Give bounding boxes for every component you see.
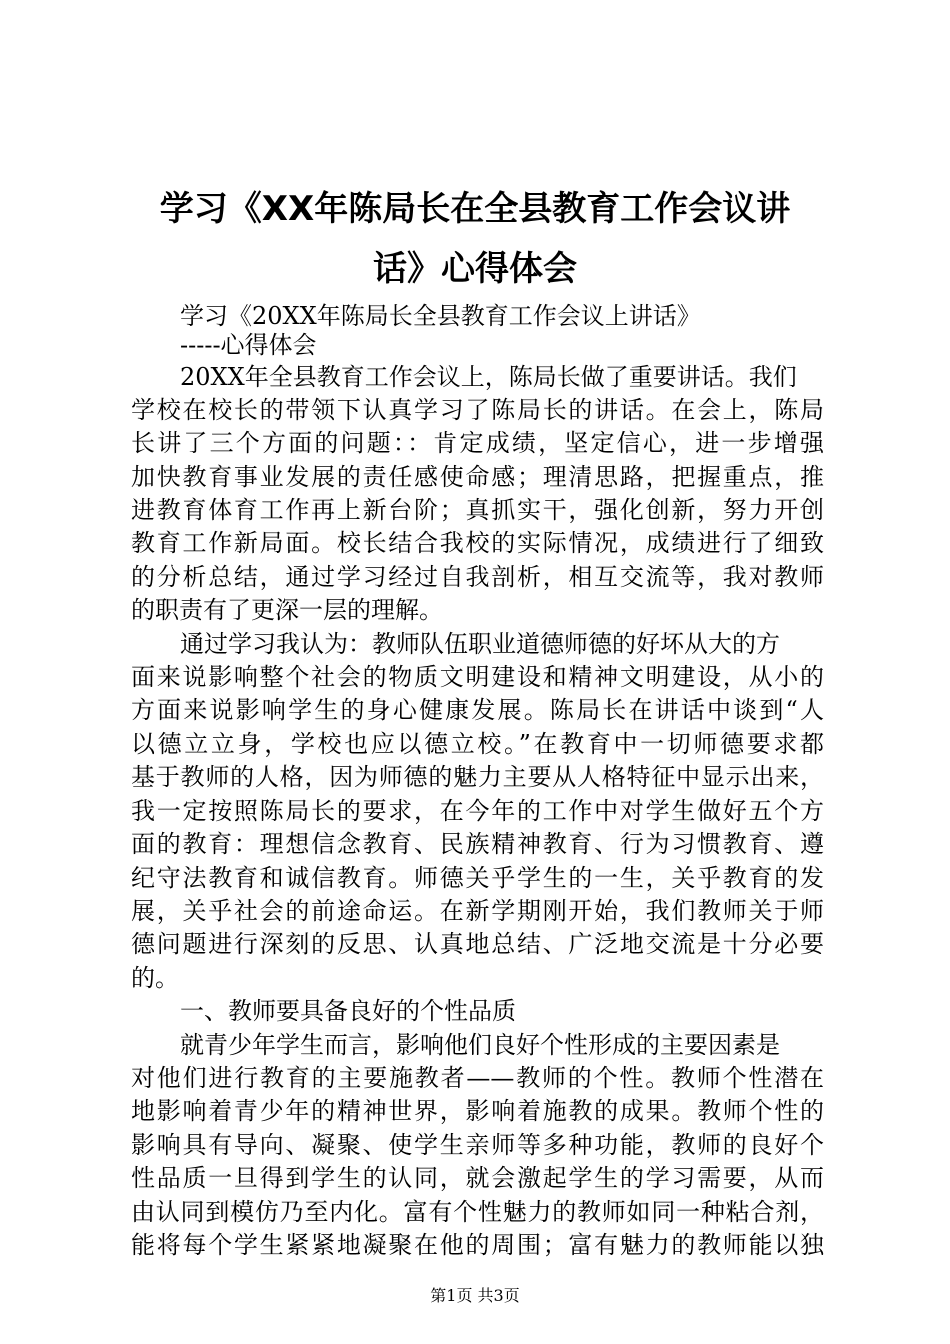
- paragraph-2-line-3: 方面来说影响学生的身心健康发展。陈局长在讲话中谈到“人: [131, 696, 824, 724]
- paragraph-1-line-1: 20XX年全县教育工作会议上，陈局长做了重要讲话。我们: [180, 363, 797, 391]
- page-footer: 第1页 共3页: [430, 1286, 520, 1305]
- subtitle-line-1: 学习《20XX年陈局长全县教育工作会议上讲话》: [180, 302, 701, 330]
- paragraph-2-line-4: 以德立立身，学校也应以德立校。”在教育中一切师德要求都: [131, 730, 824, 758]
- paragraph-3-line-5: 性品质一旦得到学生的认同，就会激起学生的学习需要，从而: [131, 1164, 824, 1192]
- paragraph-2-line-6: 我一定按照陈局长的要求，在今年的工作中对学生做好五个方: [131, 797, 824, 825]
- paragraph-2-line-11: 的。: [131, 964, 179, 992]
- paragraph-3-line-3: 地影响着青少年的精神世界，影响着施教的成果。教师个性的: [131, 1097, 824, 1125]
- paragraph-2-line-7: 面的教育：理想信念教育、民族精神教育、行为习惯教育、遵: [131, 830, 824, 858]
- paragraph-1-line-2: 学校在校长的带领下认真学习了陈局长的讲话。在会上，陈局: [131, 396, 824, 424]
- document-title-line-2: 话》心得体会: [373, 249, 577, 289]
- paragraph-1-line-4: 加快教育事业发展的责任感使命感；理清思路，把握重点，推: [131, 463, 824, 491]
- paragraph-1-line-6: 教育工作新局面。校长结合我校的实际情况，成绩进行了细致: [131, 529, 824, 557]
- paragraph-2-line-9: 展，关乎社会的前途命运。在新学期刚开始，我们教师关于师: [131, 897, 824, 925]
- paragraph-1-line-7: 的分析总结，通过学习经过自我剖析，相互交流等，我对教师: [131, 563, 824, 591]
- paragraph-3-line-1: 就青少年学生而言，影响他们良好个性形成的主要因素是: [180, 1031, 780, 1059]
- paragraph-1-line-3: 长讲了三个方面的问题：：肯定成绩，坚定信心，进一步增强: [131, 429, 824, 457]
- subtitle-line-2: -----心得体会: [180, 331, 317, 359]
- paragraph-3-line-6: 由认同到模仿乃至内化。富有个性魅力的教师如同一种粘合剂，: [131, 1198, 824, 1226]
- paragraph-1-line-5: 进教育体育工作再上新台阶；真抓实干，强化创新，努力开创: [131, 496, 824, 524]
- paragraph-2-line-1: 通过学习我认为：教师队伍职业道德师德的好坏从大的方: [180, 630, 780, 658]
- paragraph-3-line-7: 能将每个学生紧紧地凝聚在他的周围；富有魅力的教师能以独: [131, 1231, 824, 1259]
- paragraph-2-line-10: 德问题进行深刻的反思、认真地总结、广泛地交流是十分必要: [131, 930, 824, 958]
- paragraph-3-line-4: 影响具有导向、凝聚、使学生亲师等多种功能，教师的良好个: [131, 1131, 824, 1159]
- paragraph-2-line-8: 纪守法教育和诚信教育。师德关乎学生的一生，关乎教育的发: [131, 864, 824, 892]
- paragraph-2-line-2: 面来说影响整个社会的物质文明建设和精神文明建设，从小的: [131, 663, 824, 691]
- section-heading: 一、教师要具备良好的个性品质: [180, 997, 516, 1025]
- paragraph-2-line-5: 基于教师的人格，因为师德的魅力主要从人格特征中显示出来，: [131, 763, 824, 791]
- document-title-line-1: 学习《XX年陈局长在全县教育工作会议讲: [159, 189, 791, 229]
- paragraph-3-line-2: 对他们进行教育的主要施教者——教师的个性。教师个性潜在: [131, 1064, 824, 1092]
- paragraph-1-line-8: 的职责有了更深一层的理解。: [131, 596, 443, 624]
